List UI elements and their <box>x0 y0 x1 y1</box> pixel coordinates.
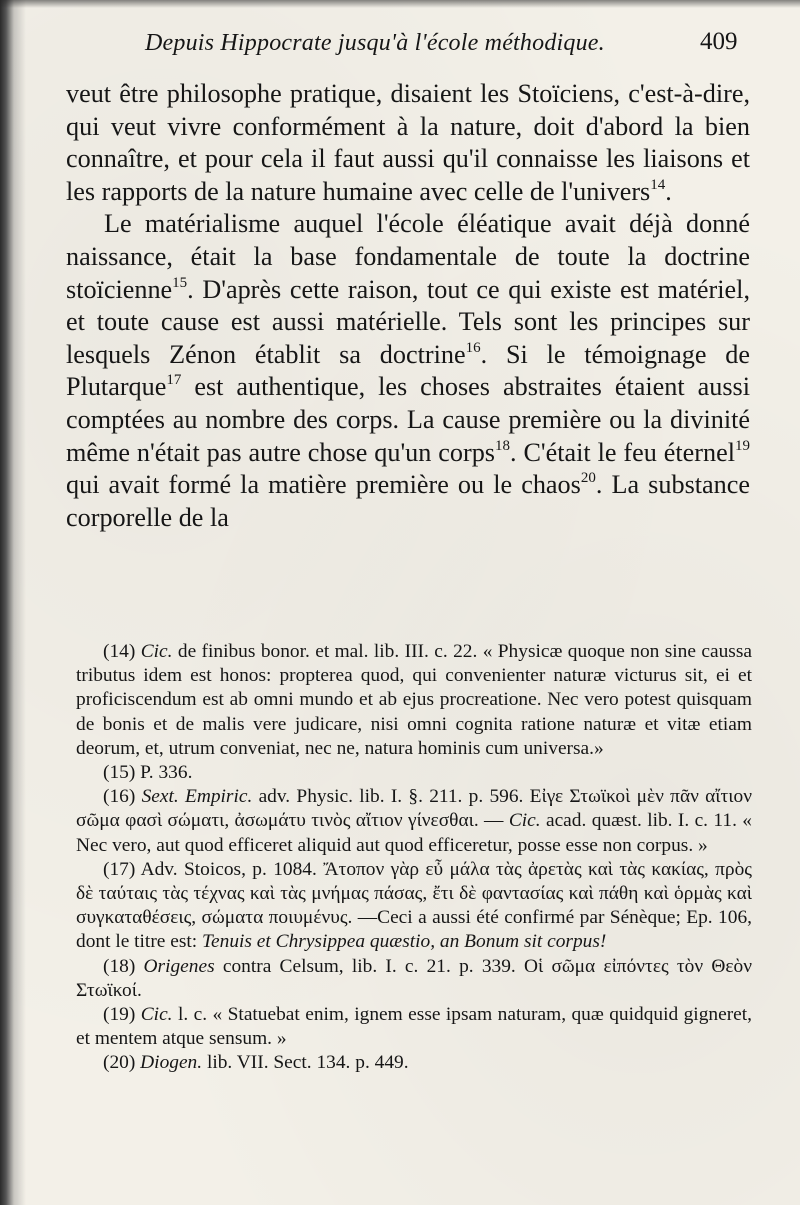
footnote-text: contra Celsum, lib. I. c. 21. p. 339. Οἱ σῶμα εἰπόντες τὸν Θεὸν Στωϊκοί. <box>76 955 752 1001</box>
footnote-number: (19) <box>103 1004 136 1026</box>
footnote-number: (17) <box>103 858 136 880</box>
footnote-separator <box>110 630 150 631</box>
footnote-number: (18) <box>103 955 136 977</box>
footnote-16 <box>76 785 752 858</box>
paragraph-1 <box>66 78 750 208</box>
running-title: Depuis Hippocrate jusqu'à l'école méthodique. <box>145 30 605 56</box>
footnote-number: (20) <box>103 1052 136 1074</box>
page-top-shadow <box>0 0 800 8</box>
paragraph-2-part-2: . D'après cette raison, tout ce qui existe est matériel, et toute cause est aussi matérielle. Tels sont les principes sur lesquels Zénon établit sa doctrine <box>66 274 750 369</box>
footnote-number: (14) <box>103 641 136 662</box>
footnote-text: lib. VII. Sect. 134. p. 449. <box>202 1052 409 1074</box>
footnote-source-2: Cic. <box>508 810 541 832</box>
footnote-text: Adv. Stoicos, p. 1084. Ἄτοπον γὰρ εὖ μάλα τὰς ἀρετὰς καὶ τὰς κακίας, πρὸς δὲ ταύταις τὰς τέχνας καὶ τὰς μνήμας πάσας, ἔτι δὲ φαντασίας καὶ πάθη καὶ ὁρμὰς καὶ συγκαταθέσεις, σώματα ποιυμένυς. —Ceci a aussi été confirmé par Sénèque; Ep. 106, dont le titre est: <box>76 858 752 953</box>
footnote-text-2: acad. quæst. lib. I. c. 11. « Nec vero, aut quod efficeret aliquid aut quod efficeretur, posse esse non corpus. » <box>76 810 752 856</box>
footnote-number: (16) <box>103 786 136 808</box>
paragraph-1-end: . <box>665 176 672 206</box>
paragraph-2-part-5: . C'était le feu éternel <box>510 437 735 467</box>
footnote-ref-20: 20 <box>580 470 596 487</box>
page-binding-shadow <box>0 0 26 1205</box>
footnote-source: Origenes <box>143 955 215 977</box>
footnote-ref-16: 16 <box>465 339 481 356</box>
paragraph-2-part-7: . La substance corporelle de la <box>66 470 750 532</box>
footnote-source: Cic. <box>140 641 173 662</box>
footnote-source: Sext. Empiric. <box>141 786 253 808</box>
footnote-text: de finibus bonor. et mal. lib. III. c. 22. « Physicæ quoque non sine caussa tributus idem est honos: propterea quod, qui convenienter naturæ victurus sit, ei et proficiscendum est ab omni mundo et ab ejus procreatione. Nec vero potest quisquam de bonis et de malis vere judicare, nisi omni cognita ratione naturæ et vitæ etiam deorum, et, utrum conveniat, nec ne, natura hominis cum universa.» <box>76 641 752 759</box>
footnote-14 <box>76 640 752 761</box>
paragraph-2-part-6: qui avait formé la matière première ou le chaos <box>66 470 581 500</box>
footnote-source: Diogen. <box>140 1052 203 1074</box>
paragraph-2-part-3: . Si le témoignage de Plutarque <box>66 339 750 402</box>
footnote-text: l. c. « Statuebat enim, ignem esse ipsam naturam, quæ quidquid gigneret, et mentem atque sensum. » <box>76 1004 752 1050</box>
footnote-15 <box>76 761 752 785</box>
page-number: 409 <box>700 28 738 55</box>
footnote-ref-17: 17 <box>166 372 182 389</box>
main-text <box>66 78 750 534</box>
footnote-ref-14: 14 <box>650 176 666 193</box>
footnote-ref-18: 18 <box>495 437 510 454</box>
paragraph-2-part-4: est authentique, les choses abstraites étaient aussi comptées au nombre des corps. La cause première ou la divinité même n'était pas autre chose qu'un corps <box>66 372 750 467</box>
footnote-17 <box>76 858 752 955</box>
footnote-20 <box>76 1051 752 1075</box>
footnotes <box>76 640 752 1076</box>
footnote-text: adv. Physic. lib. I. §. 211. p. 596. Εἰγε Στωϊκοὶ μὲν πᾶν αἴτιον σῶμα φασὶ σώματι, ἀσωμάτυ τινὸς αἴτιον γίνεσθαι. — <box>76 786 752 832</box>
footnote-ref-15: 15 <box>172 274 188 291</box>
paragraph-1-text: veut être philosophe pratique, disaient les Stoïciens, c'est-à-dire, qui veut vivre conformément à la nature, doit d'abord la bien connaître, et pour cela il faut aussi qu'il connaisse les liaisons et les rapports de la nature humaine avec celle de l'univers <box>66 79 750 206</box>
footnote-cited-title: Tenuis et Chrysippea quæstio, an Bonum sit corpus! <box>202 931 607 953</box>
footnote-number: (15) <box>103 762 136 784</box>
footnote-18 <box>76 955 752 1003</box>
footnote-ref-19: 19 <box>735 437 750 454</box>
footnote-source: Cic. <box>140 1004 173 1026</box>
paragraph-2-part-1: Le matérialisme auquel l'école éléatique avait déjà donné naissance, était la base fondamentale de toute la doctrine stoïcienne <box>66 209 750 304</box>
footnote-text: P. 336. <box>135 762 193 784</box>
paragraph-2 <box>66 208 750 534</box>
footnote-19 <box>76 1003 752 1051</box>
